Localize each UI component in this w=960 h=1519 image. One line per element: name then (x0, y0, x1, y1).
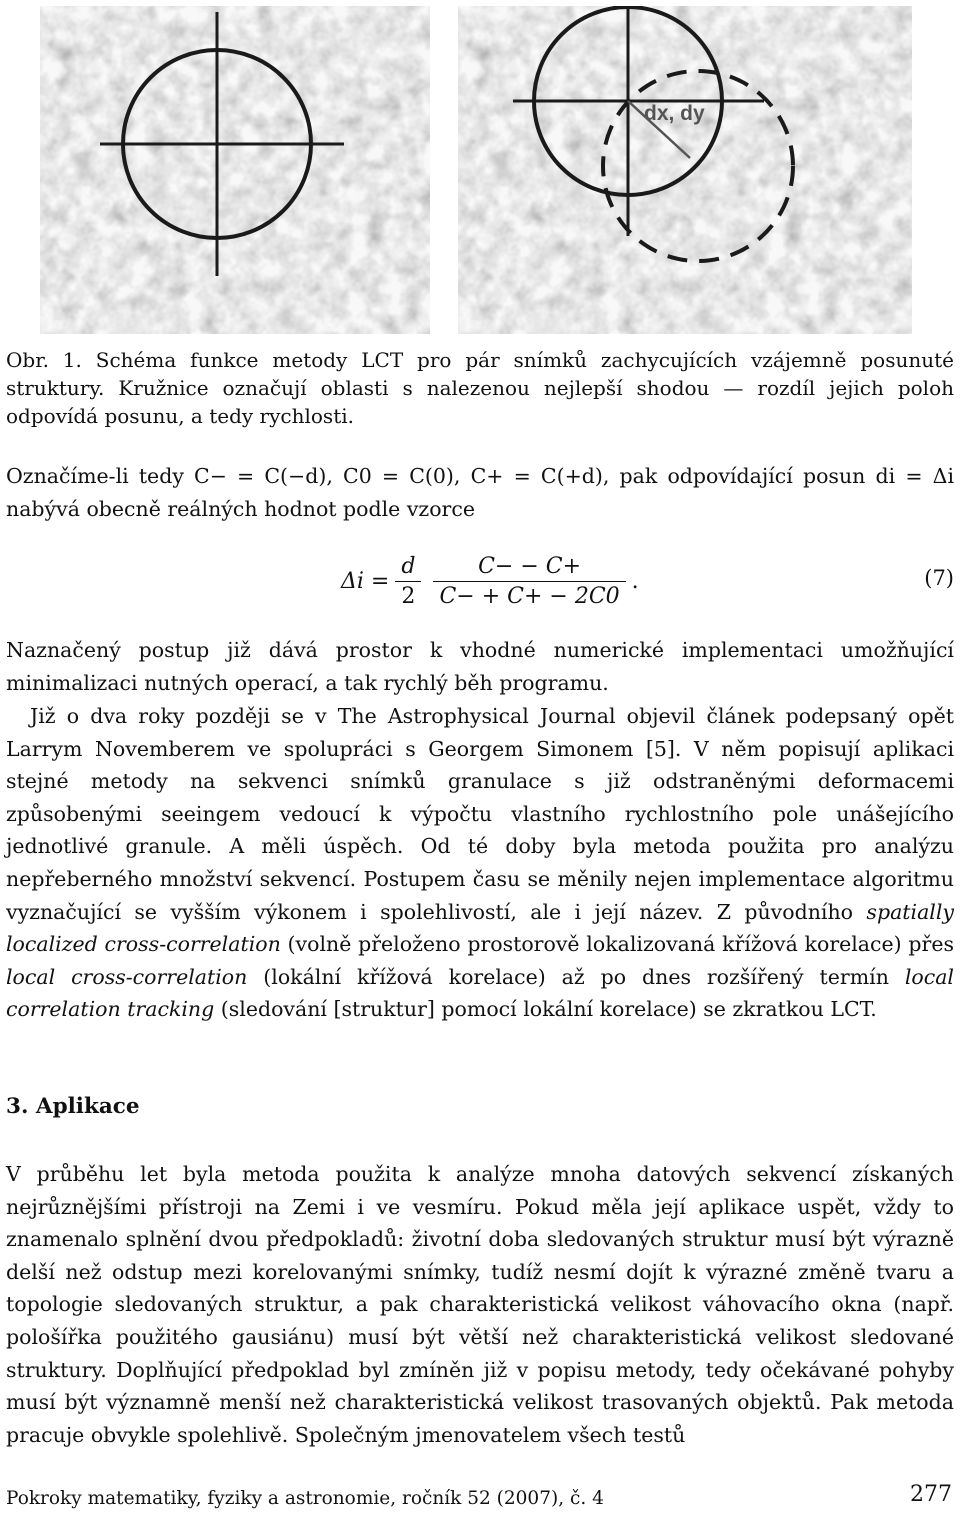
fraction-numerator: d (401, 553, 416, 579)
paragraph-history (6, 700, 954, 1026)
history-text-2: (volně přeloženo prostorově lokalizovaná křížová korelace) přes (280, 932, 954, 957)
fraction-denominator: 2 (395, 581, 421, 609)
left-panel (40, 6, 430, 334)
term-local-correlation-tracking: local correlation tracking (6, 964, 954, 1022)
equation-lhs: Δi = (341, 568, 390, 594)
paragraph-applications: V průběhu let byla metoda použita k analýze mnoha datových sekvencí získaných nejrůznějšími přístroji na Zemi i ve vesmíru. Pokud měla její aplikace uspět, vždy to znamenalo splnění dvou předpokladů: životní doba sledovaných struktur musí být výrazně delší než odstup mezi korelovanými snímky, tudíž nesmí dojít k výrazné změně tvaru a topologie sledovaných struktur, a pak charakteristická velikost váhovacího okna (např. pološířka použitého gausiánu) musí být větší než charakteristická velikost sledované struktury. Doplňující předpoklad byl zmíněn již v popisu metody, tedy očekávané pohyby musí být významně menší než charakteristická velikost trasovaných objektů. Pak metoda pracuje obvykle spolehlivě. Společným jmenovatelem všech testů (6, 1162, 954, 1447)
fraction-denominator: C− + C+ − 2C0 (433, 581, 625, 609)
equation-period: . (631, 568, 639, 594)
fraction-c-ratio (433, 554, 625, 609)
history-text-1: Již o dva roky později se v The Astrophysical Journal objevil článek podepsaný opět Larrym Novemberem ve spolupráci s Georgem Simonem [5]. V něm popisují aplikaci stejné metody na sekvenci snímků granulace s již odstraněnými deformacemi způsobenými seeingem vedoucí k výpočtu vlastního rychlostního pole unášejícího jednotlivé granule. A měli úspěch. Od té doby byla metoda použita pro analýzu nepřeberného množství sekvencí. Postupem času se měnily nejen implementace algoritmu vyznačující se vyšším výkonem i spolehlivostí, ale i její název. Z původního (6, 704, 954, 924)
paragraph-implementation: Naznačený postup již dává prostor k vhodné numerické implementaci umožňující minimalizaci nutných operací, a tak rychlý běh programu. (6, 638, 954, 695)
history-text-4: (sledování [struktur] pomocí lokální korelace) se zkratkou LCT. (214, 997, 877, 1022)
shift-label: dx, dy (644, 102, 705, 125)
history-text-3: (lokální křížová korelace) až po dnes rozšířený termín (247, 964, 905, 989)
figure-caption: Obr. 1. Schéma funkce metody LCT pro pár snímků zachycujících vzájemně posunuté struktury. Kružnice označují oblasti s nalezenou nejlepší shodou — rozdíl jejich poloh odpovídá posunu, a tedy rychlosti. (6, 348, 954, 428)
equation-7 (6, 546, 954, 616)
term-spatially-localized: spatially localized cross-correlation (6, 899, 954, 957)
figure-granulation (40, 6, 912, 334)
fraction-numerator: C− − C+ (478, 553, 582, 579)
paragraph-intro: Označíme-li tedy C− = C(−d), C0 = C(0), C+ = C(+d), pak odpovídající posun di = Δi nabývá obecně reálných hodnot podle vzorce (6, 464, 954, 521)
footer-journal: Pokroky matematiky, fyziky a astronomie, ročník 52 (2007), č. 4 (6, 1488, 604, 1509)
section-heading: 3. Aplikace (6, 1094, 140, 1119)
page-number: 277 (910, 1482, 952, 1507)
term-local-cross-correlation: local cross-correlation (6, 964, 248, 989)
equation-number: (7) (924, 566, 954, 590)
fraction-d-over-2 (395, 554, 421, 609)
figure-image (40, 6, 912, 334)
equation-body (341, 546, 639, 616)
right-panel (458, 6, 912, 334)
